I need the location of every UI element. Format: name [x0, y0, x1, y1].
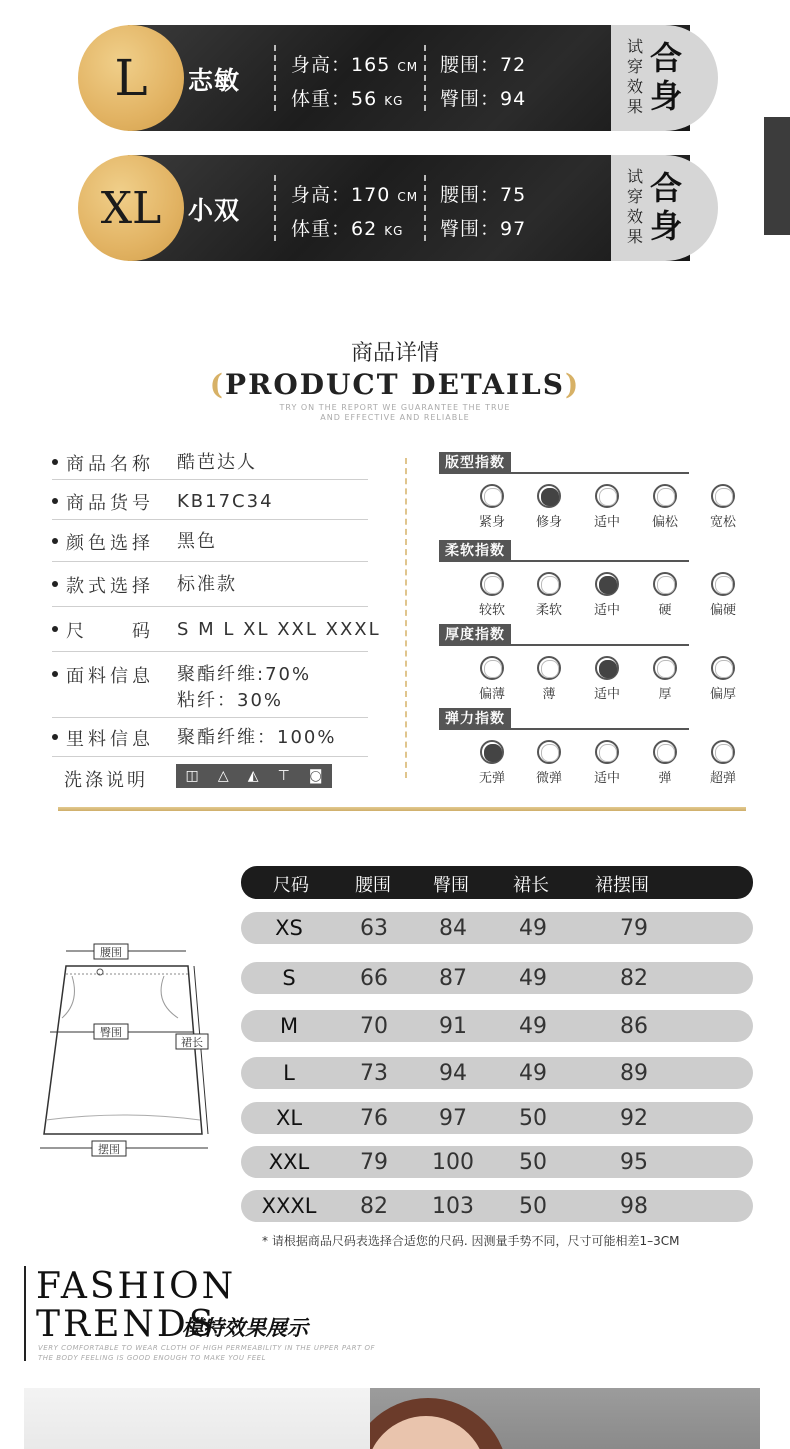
table-cell: 87: [439, 966, 467, 991]
option-label: 无弹: [478, 771, 505, 786]
index-option: [520, 656, 578, 702]
table-cell: 100: [432, 1150, 474, 1175]
index-header: 柔软指数: [439, 540, 689, 562]
table-cell: 50: [519, 1194, 547, 1219]
index-header: 版型指数: [439, 452, 689, 474]
radio-icon: [711, 740, 735, 764]
index-option: [636, 572, 694, 618]
header-length: 裙长: [513, 875, 549, 896]
radio-icon: [595, 740, 619, 764]
index-option: [463, 656, 521, 702]
side-scroll-tab[interactable]: [764, 117, 790, 235]
spec-label: 商品名称: [66, 454, 154, 475]
index-option: [520, 572, 578, 618]
index-option: [578, 572, 636, 618]
index-option: [463, 572, 521, 618]
radio-icon: [711, 572, 735, 596]
spec-row: [52, 662, 368, 718]
waist-stat: 腰围：75: [440, 184, 527, 206]
try-label: 试穿效果: [627, 37, 644, 116]
spec-value: 聚酯纤维：100%: [177, 727, 337, 748]
option-label: 偏硬: [709, 603, 736, 618]
table-cell: L: [283, 1061, 295, 1085]
table-cell: 79: [620, 916, 648, 941]
table-cell: 66: [360, 966, 388, 991]
index-option: [463, 740, 521, 786]
index-option: [520, 484, 578, 530]
details-subtitle-2: AND EFFECTIVE AND RELIABLE: [320, 413, 470, 422]
radio-icon: [653, 484, 677, 508]
table-cell: 89: [620, 1061, 648, 1086]
option-label: 弹: [658, 771, 672, 786]
spec-label: 里料信息: [66, 729, 154, 750]
wash-label: 洗涤说明: [64, 770, 148, 791]
bullet: [52, 626, 58, 632]
table-cell: XXL: [268, 1150, 310, 1174]
spec-value: 黑色: [177, 531, 217, 552]
table-cell: 73: [360, 1061, 388, 1086]
wash-icons: [176, 764, 332, 788]
table-cell: 91: [439, 1014, 467, 1039]
table-row: [241, 912, 753, 944]
index-option: [463, 484, 521, 530]
index-option: [636, 656, 694, 702]
option-label: 柔软: [535, 603, 562, 618]
header-waist: 腰围: [355, 875, 391, 896]
iron-icon: ◭: [247, 768, 259, 784]
radio-icon: [537, 740, 561, 764]
option-label: 较软: [478, 603, 505, 618]
option-label: 硬: [658, 603, 672, 618]
trends-line-2: TRENDS: [36, 1304, 217, 1345]
spec-row: [52, 617, 381, 652]
header-hem: 裙摆围: [595, 875, 649, 896]
table-row: [241, 1057, 753, 1089]
index-option: [694, 484, 752, 530]
table-cell: 92: [620, 1106, 648, 1131]
hip-label: 臀围: [100, 1026, 122, 1039]
option-label: 微弹: [535, 771, 562, 786]
table-row: [241, 1010, 753, 1042]
trends-subtitle: VERY COMFORTABLE TO WEAR CLOTH OF HIGH PERMEABILITY IN THE UPPER PART OF THE BODY FEELING IS GOOD ENOUGH TO MAKE YOU FEEL: [38, 1344, 375, 1362]
index-option: [578, 484, 636, 530]
spec-row: [52, 450, 368, 480]
spec-label: 颜色选择: [66, 533, 154, 554]
bleach-icon: △: [217, 768, 229, 784]
spec-label: 面料信息: [66, 666, 154, 687]
option-label: 偏厚: [709, 687, 736, 702]
option-label: 适中: [593, 603, 620, 618]
skirt-diagram: [36, 942, 216, 1162]
radio-icon: [537, 572, 561, 596]
hip-stat: 臀围：97: [440, 218, 527, 240]
index-option: [520, 740, 578, 786]
table-cell: 98: [620, 1194, 648, 1219]
option-label: 超弹: [709, 771, 736, 786]
model-photo-left: [24, 1388, 370, 1449]
bullet: [52, 459, 58, 465]
waist-stat: 腰围：72: [440, 54, 527, 76]
gold-rule: [58, 807, 746, 811]
weight-stat: 体重：56 KG: [291, 88, 404, 110]
table-cell: 50: [519, 1106, 547, 1131]
spec-row: [52, 725, 368, 757]
index-header: 厚度指数: [439, 624, 689, 646]
index-option: [636, 484, 694, 530]
radio-selected-icon: [537, 484, 561, 508]
radio-icon: [480, 656, 504, 680]
option-label: 偏松: [651, 515, 678, 530]
radio-icon: [595, 484, 619, 508]
table-row: [241, 1146, 753, 1178]
divider: [274, 45, 276, 111]
table-cell: 95: [620, 1150, 648, 1175]
radio-selected-icon: [595, 656, 619, 680]
radio-icon: [711, 484, 735, 508]
option-label: 紧身: [478, 515, 505, 530]
index-option: [694, 572, 752, 618]
length-label: 裙长: [181, 1036, 203, 1049]
wash-tub-icon: ◫: [185, 768, 199, 784]
table-cell: 86: [620, 1014, 648, 1039]
size-table-header: [241, 866, 753, 899]
divider: [424, 45, 426, 111]
table-cell: XL: [275, 1106, 303, 1130]
table-cell: 70: [360, 1014, 388, 1039]
bullet: [52, 581, 58, 587]
try-label: 试穿效果: [627, 167, 644, 246]
radio-icon: [480, 572, 504, 596]
spec-value: 聚酯纤维:70% 粘纤：30%: [177, 664, 312, 711]
radio-selected-icon: [480, 740, 504, 764]
option-label: 偏薄: [478, 687, 505, 702]
hip-stat: 臀围：94: [440, 88, 527, 110]
table-cell: 63: [360, 916, 388, 941]
header-size: 尺码: [273, 875, 309, 896]
table-row: [241, 962, 753, 994]
table-cell: 49: [519, 916, 547, 941]
waist-label: 腰围: [100, 946, 122, 959]
table-cell: 82: [620, 966, 648, 991]
header-hip: 臀围: [433, 875, 469, 896]
option-label: 厚: [658, 687, 672, 702]
option-label: 修身: [535, 515, 562, 530]
index-option: [578, 740, 636, 786]
size-badge: L: [78, 25, 184, 131]
spec-value: KB17C34: [177, 491, 274, 512]
model-photo-right: [370, 1388, 760, 1449]
height-stat: 身高：165 CM: [291, 54, 419, 76]
spec-row: [52, 572, 368, 607]
spec-label: 款式选择: [66, 576, 154, 597]
radio-icon: [711, 656, 735, 680]
fit-result: 合身: [650, 169, 683, 245]
index-option: [694, 740, 752, 786]
index-option: [694, 656, 752, 702]
table-cell: XXXL: [261, 1194, 317, 1218]
model-name: 志敏: [188, 66, 241, 95]
divider: [274, 175, 276, 241]
table-row: [241, 1102, 753, 1134]
size-note: * 请根据商品尺码表选择合适您的尺码. 因测量手势不同，尺寸可能相差1–3CM: [262, 1234, 680, 1248]
radio-icon: [653, 656, 677, 680]
spec-label: 商品货号: [66, 493, 154, 514]
table-cell: 76: [360, 1106, 388, 1131]
bullet: [52, 734, 58, 740]
table-cell: 49: [519, 1061, 547, 1086]
model-card-xl: [78, 155, 718, 261]
table-row: [241, 1190, 753, 1222]
table-cell: XS: [275, 916, 303, 940]
trends-title-cn: 模特效果展示: [182, 1316, 308, 1340]
index-option: [636, 740, 694, 786]
trends-rule: [24, 1266, 26, 1361]
size-badge: XL: [78, 155, 184, 261]
dry-clean-icon: ◙: [308, 768, 323, 784]
details-title-cn: 商品详情: [350, 341, 439, 366]
details-divider: [405, 458, 407, 778]
table-cell: 49: [519, 966, 547, 991]
spec-row: [52, 529, 368, 562]
spec-row: [52, 489, 368, 520]
table-cell: 79: [360, 1150, 388, 1175]
radio-icon: [653, 572, 677, 596]
option-label: 适中: [593, 687, 620, 702]
bullet: [52, 538, 58, 544]
model-card-l: [78, 25, 718, 131]
spec-value: S M L XL XXL XXXL: [177, 619, 381, 640]
table-cell: S: [282, 966, 296, 990]
table-cell: 84: [439, 916, 467, 941]
radio-icon: [537, 656, 561, 680]
table-cell: 82: [360, 1194, 388, 1219]
spec-label: 尺 码: [66, 621, 154, 642]
radio-selected-icon: [595, 572, 619, 596]
table-cell: 94: [439, 1061, 467, 1086]
model-name: 小双: [188, 196, 241, 225]
hem-label: 摆围: [98, 1143, 120, 1156]
divider: [424, 175, 426, 241]
height-stat: 身高：170 CM: [291, 184, 419, 206]
details-subtitle-1: TRY ON THE REPORT WE GUARANTEE THE TRUE: [279, 403, 511, 412]
bullet: [52, 498, 58, 504]
details-title-en: (PRODUCT DETAILS): [209, 368, 581, 401]
option-label: 薄: [542, 687, 556, 702]
table-cell: M: [279, 1014, 299, 1038]
option-label: 适中: [593, 771, 620, 786]
spec-value: 酷芭达人: [177, 452, 257, 473]
bullet: [52, 671, 58, 677]
spec-value: 标准款: [177, 574, 237, 595]
weight-stat: 体重：62 KG: [291, 218, 404, 240]
option-label: 适中: [593, 515, 620, 530]
trends-line-1: FASHION: [36, 1266, 237, 1307]
radio-icon: [480, 484, 504, 508]
table-cell: 49: [519, 1014, 547, 1039]
table-cell: 97: [439, 1106, 467, 1131]
fit-result: 合身: [650, 39, 683, 115]
skirt-outline: [44, 966, 202, 1134]
index-header: 弹力指数: [439, 708, 689, 730]
table-cell: 103: [432, 1194, 474, 1219]
radio-icon: [653, 740, 677, 764]
option-label: 宽松: [709, 515, 736, 530]
dry-icon: ⊤: [277, 768, 290, 784]
index-option: [578, 656, 636, 702]
table-cell: 50: [519, 1150, 547, 1175]
